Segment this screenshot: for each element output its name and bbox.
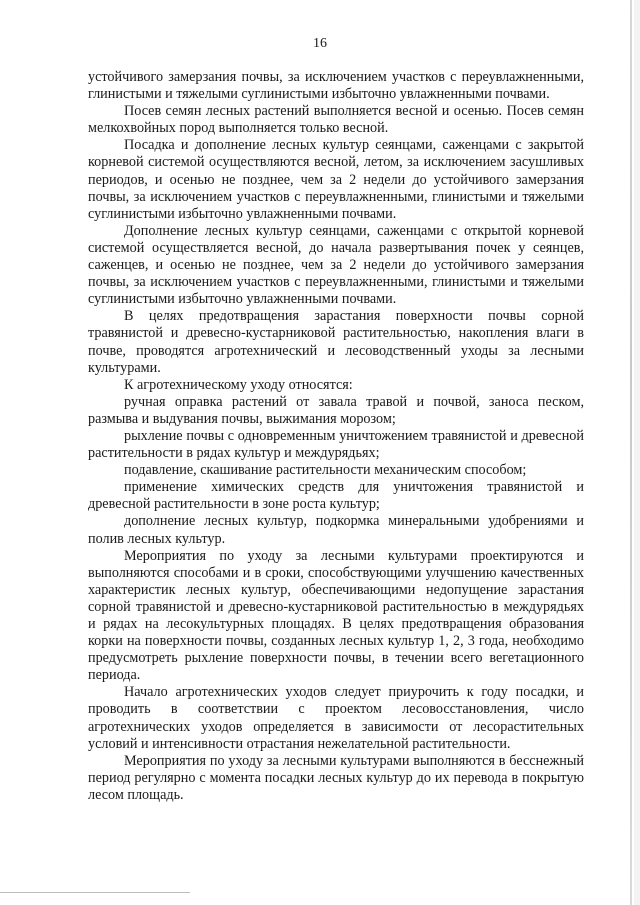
paragraph: Посев семян лесных растений выполняется весной и осенью. Посев семян мелкохвойных пород выполняется только весной. (88, 103, 584, 137)
paragraph: К агротехническому уходу относятся: (124, 376, 353, 393)
paragraph: устойчивого замерзания почвы, за исключением участков с переувлажненными, глинистыми и тяжелыми суглинистыми избыточно увлажненными почвами. (88, 69, 584, 103)
paragraph: Дополнение лесных культур сеянцами, саженцами с открытой корневой системой осуществляется весной, до начала развертывания почек у сеянцев, саженцев, и осенью не позднее, чем за 2 недели до устойчивого замерзания почвы, за исключением участков с переувлажненными, глинистыми и тяжелыми суглинистыми избыточно увлажненными почвами. (88, 222, 584, 308)
scan-edge-line (630, 0, 632, 905)
scan-margin (634, 0, 640, 905)
document-body (88, 69, 584, 804)
paragraph: Мероприятия по уходу за лесными культурами выполняются в бесснежный период регулярно с момента посадки лесных культур до их перевода в покрытую лесом площадь. (88, 752, 584, 803)
scan-bottom-mark (0, 892, 190, 893)
paragraph: В целях предотвращения зарастания поверхности почвы сорной травянистой и древесно-кустарниковой растительностью, накопления влаги в почве, проводятся агротехнический и лесоводственный уходы за лесными культурами. (88, 308, 584, 376)
list-item: применение химических средств для уничтожения травянистой и древесной растительности в зоне роста культур; (88, 479, 584, 513)
paragraph: Мероприятия по уходу за лесными культурами проектируются и выполняются способами и в сроки, способствующими улучшению качественных характеристик лесных культур, обеспечивающими недопущение зарастания сорной травянистой и древесно-кустарниковой растительностью в междурядьях и рядах на лесокультурных площадях. В целях предотвращения образования корки на поверхности почвы, созданных лесных культур 1, 2, 3 года, необходимо предусмотреть рыхление поверхности почвы, в течении всего вегетационного периода. (88, 547, 584, 684)
page-number: 16 (313, 36, 327, 51)
paragraph: Начало агротехнических уходов следует приурочить к году посадки, и проводить в соответствии с проектом лесовосстановления, число агротехнических уходов определяется в зависимости от лесорастительных условий и интенсивности отрастания нежелательной растительности. (88, 684, 584, 752)
paragraph: Посадка и дополнение лесных культур сеянцами, саженцами с закрытой корневой системой осуществляются весной, летом, за исключением засушливых периодов, и осенью не позднее, чем за 2 недели до устойчивого замерзания почвы, за исключением участков с переувлажненными, глинистыми и тяжелыми суглинистыми избыточно увлажненными почвами. (88, 137, 584, 222)
list-item: рыхление почвы с одновременным уничтожением травянистой и древесной растительности в рядах культур и междурядьях; (88, 427, 584, 462)
list-item: ручная оправка растений от завала травой и почвой, заноса песком, размыва и выдувания почвы, выжимания морозом; (88, 393, 584, 427)
list-item: подавление, скашивание растительности механическим способом; (124, 462, 527, 479)
list-item: дополнение лесных культур, подкормка минеральными удобрениями и полив лесных культур. (88, 513, 584, 547)
